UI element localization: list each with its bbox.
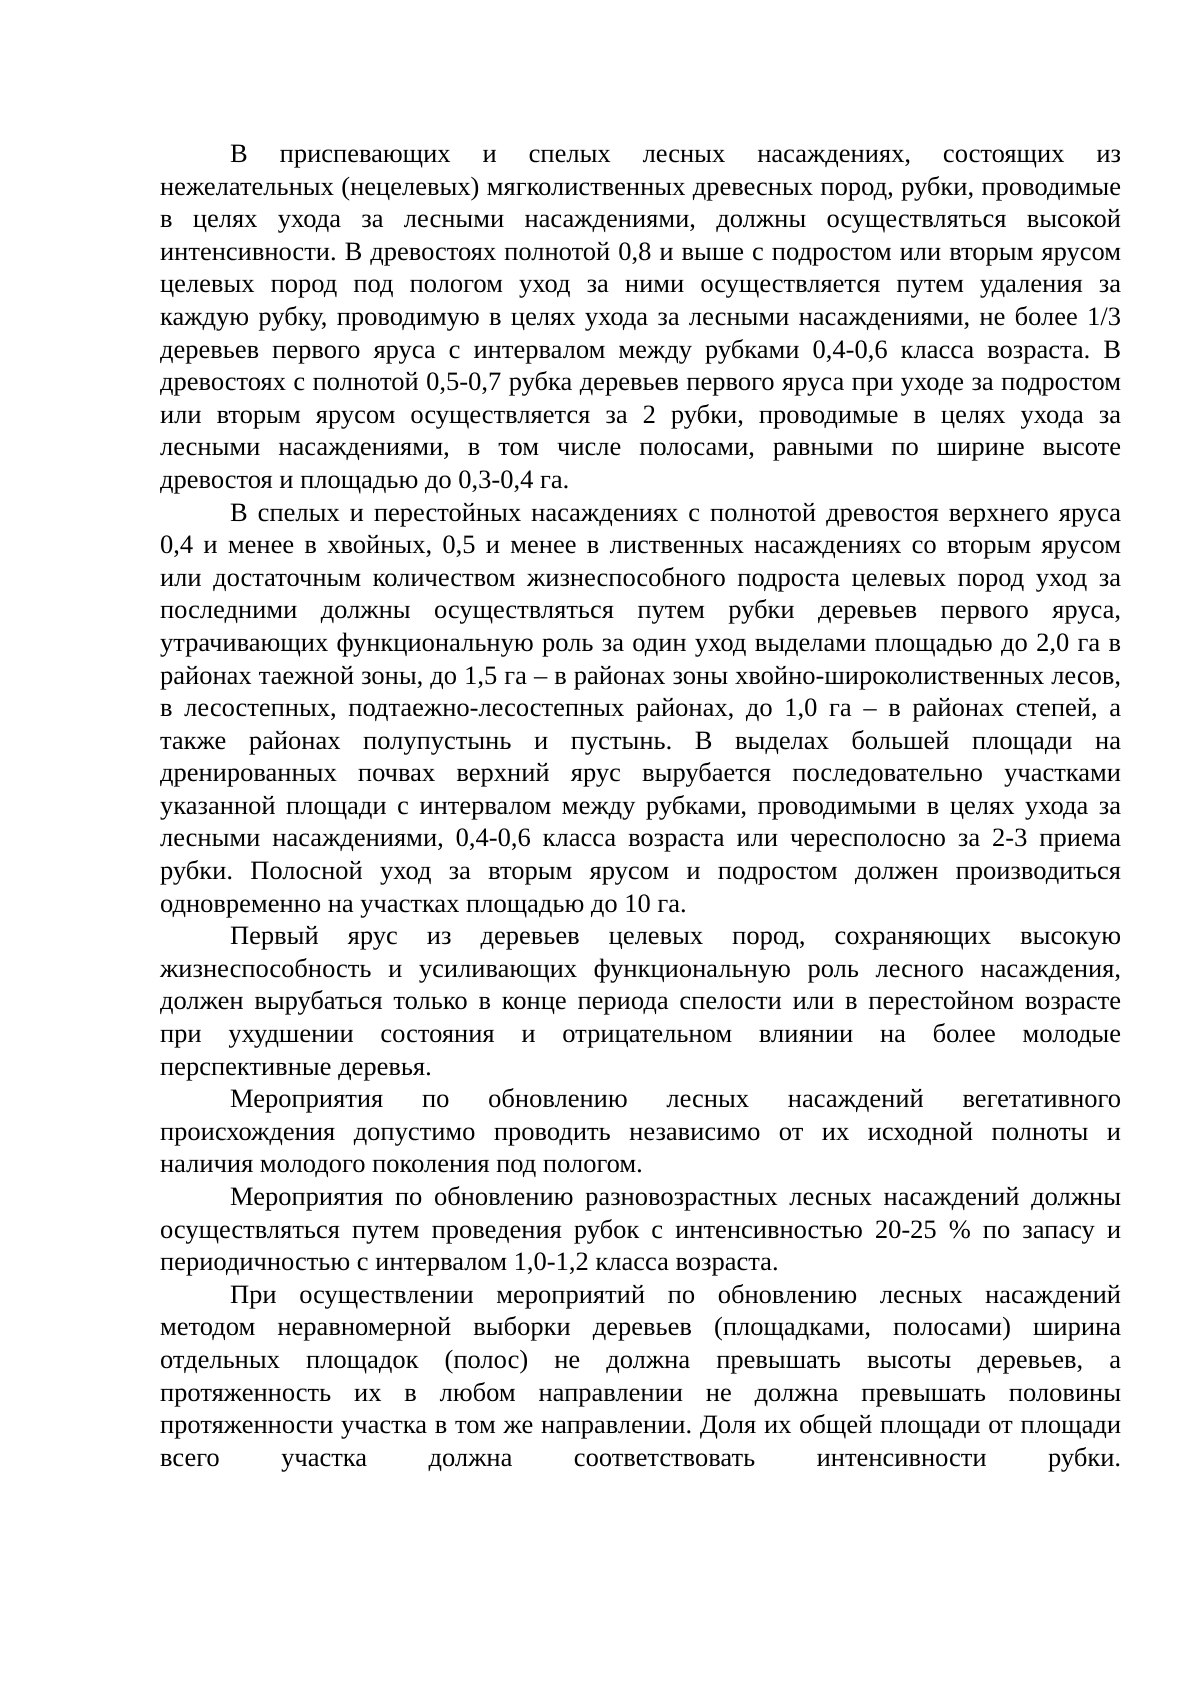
paragraph-5: Мероприятия по обновлению разновозрастных лесных насаждений должны осуществляться путем проведения рубок с интенсивностью 20-25 % по запасу и периодичностью с интервалом 1,0-1,2 класса возраста. <box>160 1181 1121 1277</box>
paragraph-2: В спелых и перестойных насаждениях с полнотой древостоя верхнего яруса 0,4 и менее в хвойных, 0,5 и менее в лиственных насаждениях со вторым ярусом или достаточным количеством жизнеспособного подроста целевых пород уход за последними должны осуществляться путем рубки деревьев первого яруса, утрачивающих функциональную роль за один уход выделами площадью до 2,0 га в районах таежной зоны, до 1,5 га – в районах зоны хвойно-широколиственных лесов, в лесостепных, подтаежно-лесостепных районах, до 1,0 га – в районах степей, а также районах полупустынь и пустынь. В выделах большей площади на дренированных почвах верхний ярус вырубается последовательно участками указанной площади с интервалом между рубками, проводимыми в целях ухода за лесными насаждениями, 0,4-0,6 класса возраста или чересполосно за 2-3 приема рубки. Полосной уход за вторым ярусом и подростом должен производиться одновременно на участках площадью до 10 га. <box>160 496 1121 918</box>
document-page <box>160 137 1121 1473</box>
paragraph-6: При осуществлении мероприятий по обновлению лесных насаждений методом неравномерной выборки деревьев (площадками, полосами) ширина отдельных площадок (полос) не должна превышать высоты деревьев, а протяженность их в любом направлении не должна превышать половины протяженности участка в том же направлении. Доля их общей площади от площади всего участка должна соответствовать интенсивности рубки. <box>160 1278 1121 1472</box>
paragraph-4: Мероприятия по обновлению лесных насаждений вегетативного происхождения допустимо проводить независимо от их исходной полноты и наличия молодого поколения под пологом. <box>160 1083 1121 1179</box>
paragraph-3: Первый ярус из деревьев целевых пород, сохраняющих высокую жизнеспособность и усиливающих функциональную роль лесного насаждения, должен вырубаться только в конце периода спелости или в перестойном возрасте при ухудшении состояния и отрицательном влиянии на более молодые перспективные деревья. <box>160 920 1121 1081</box>
paragraph-1: В приспевающих и спелых лесных насаждениях, состоящих из нежелательных (нецелевых) мягколиственных древесных пород, рубки, проводимые в целях ухода за лесными насаждениями, должны осуществляться высокой интенсивности. В древостоях полнотой 0,8 и выше с подростом или вторым ярусом целевых пород под пологом уход за ними осуществляется путем удаления за каждую рубку, проводимую в целях ухода за лесными насаждениями, не более 1/3 деревьев первого яруса с интервалом между рубками 0,4-0,6 класса возраста. В древостоях с полнотой 0,5-0,7 рубка деревьев первого яруса при уходе за подростом или вторым ярусом осуществляется за 2 рубки, проводимые в целях ухода за лесными насаждениями, в том числе полосами, равными по ширине высоте древостоя и площадью до 0,3-0,4 га. <box>160 138 1121 494</box>
